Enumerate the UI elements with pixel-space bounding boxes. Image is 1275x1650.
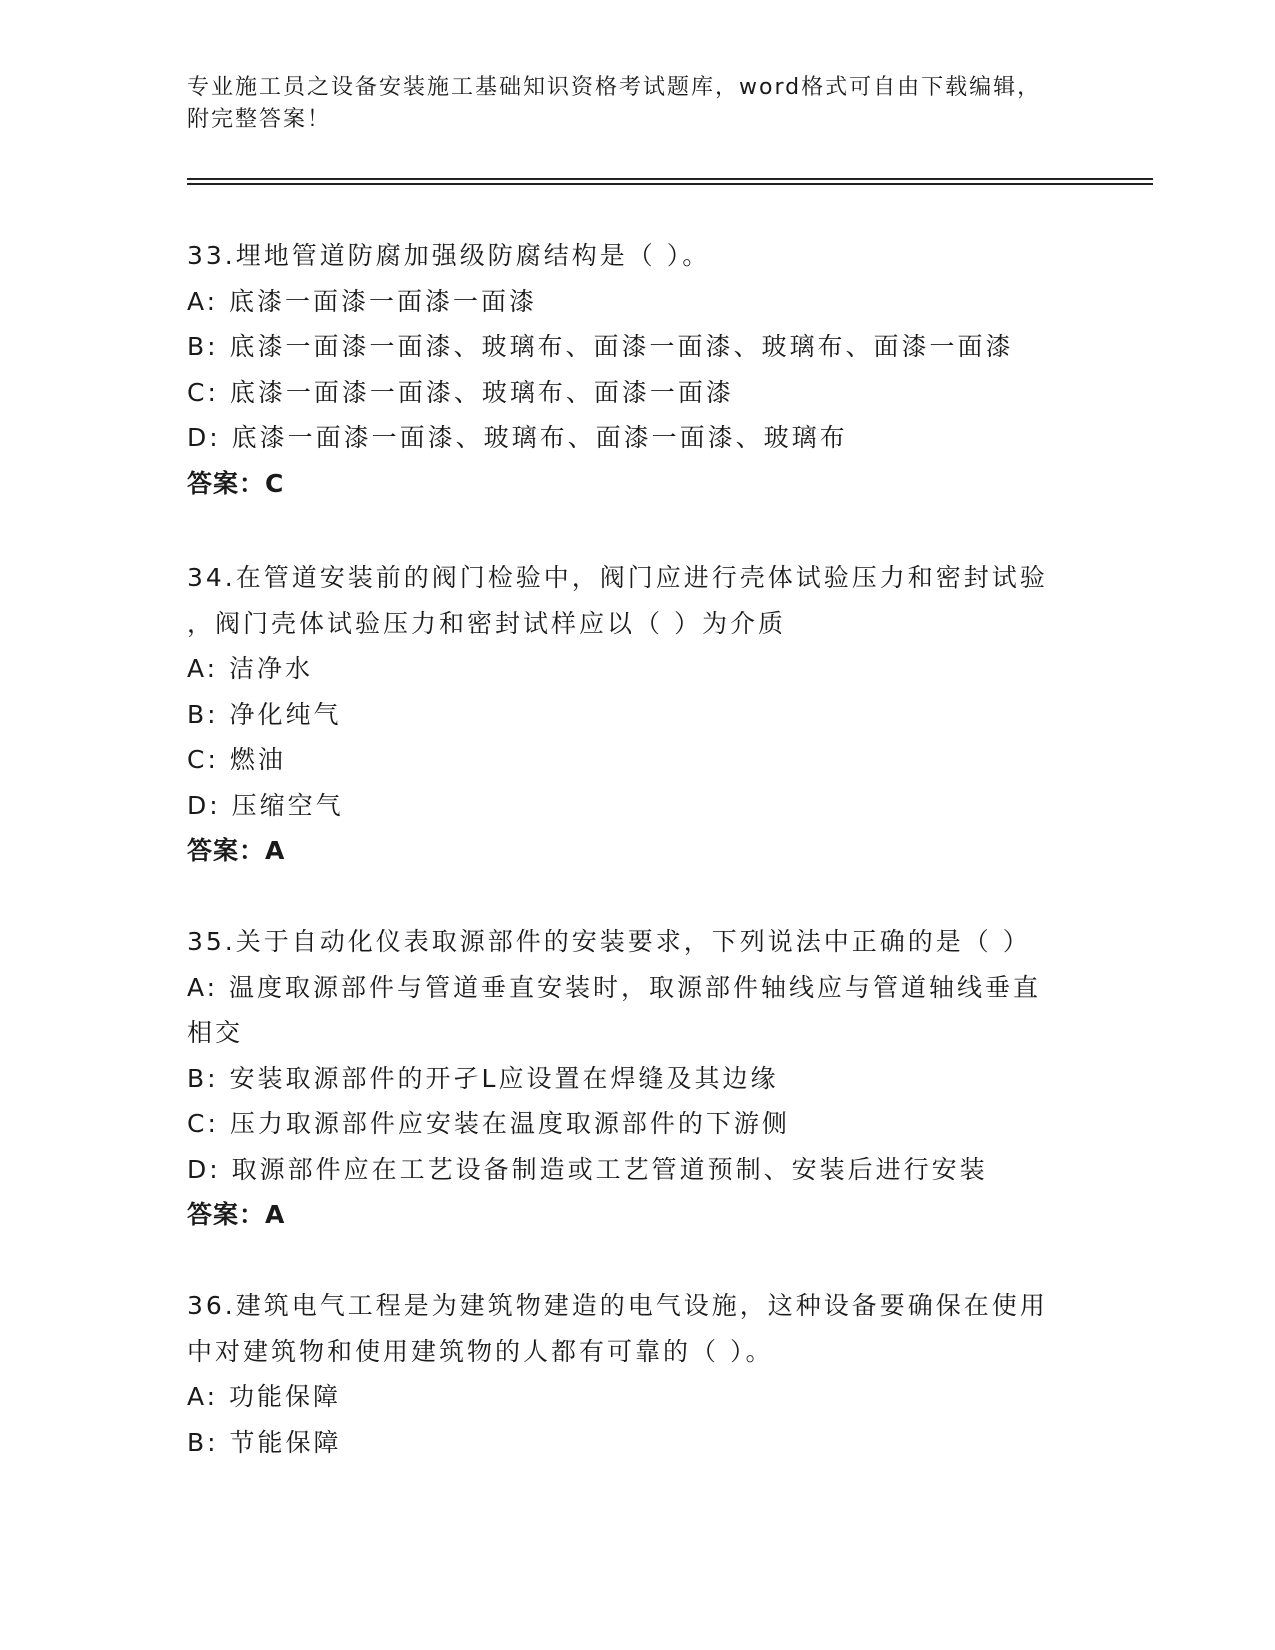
option-a: A: 洁净水: [187, 654, 314, 683]
option-a-continued: 相交: [187, 1018, 244, 1047]
question-stem: 36.建筑电气工程是为建筑物建造的电气设施，这种设备要确保在使用: [187, 1291, 1048, 1320]
option-b: B: 净化纯气: [187, 699, 342, 729]
option-a: A: 功能保障: [187, 1382, 342, 1411]
option-d: D: 压缩空气: [187, 790, 344, 820]
question-stem: 34.在管道安装前的阀门检验中，阀门应进行壳体试验压力和密封试验: [187, 563, 1048, 592]
answer: 答案：C: [187, 468, 285, 498]
question-stem-continued: ，阀门壳体试验压力和密封试样应以（ ）为介质: [187, 608, 786, 638]
question-stem: 33.埋地管道防腐加强级防腐结构是（ ）。: [187, 241, 711, 270]
option-a: A: 底漆一面漆一面漆一面漆: [187, 286, 538, 316]
option-d: D: 底漆一面漆一面漆、玻璃布、面漆一面漆、玻璃布: [187, 423, 848, 452]
option-b: B: 安装取源部件的开孑L应设置在焊缝及其边缘: [187, 1063, 779, 1093]
header-line-1: 专业施工员之设备安装施工基础知识资格考试题库，word格式可自由下载编辑，: [187, 75, 1042, 100]
option-b: B: 底漆一面漆一面漆、玻璃布、面漆一面漆、玻璃布、面漆一面漆: [187, 332, 1014, 361]
option-c: C: 燃油: [187, 745, 286, 774]
question-34: [187, 555, 1087, 874]
option-c: C: 底漆一面漆一面漆、玻璃布、面漆一面漆: [187, 377, 734, 407]
option-d: D: 取源部件应在工艺设备制造或工艺管道预制、安装后进行安装: [187, 1154, 988, 1184]
question-stem: 35.关于自动化仪表取源部件的安装要求，下列说法中正确的是（ ）: [187, 927, 1031, 956]
header-line-2: 附完整答案！: [187, 107, 332, 132]
question-35: [187, 919, 1087, 1238]
question-36: [187, 1283, 1087, 1465]
option-b: B: 节能保障: [187, 1427, 342, 1457]
answer: 答案：A: [187, 836, 286, 865]
question-stem-continued: 中对建筑物和使用建筑物的人都有可靠的（ ）。: [187, 1336, 774, 1366]
option-a: A: 温度取源部件与管道垂直安装时，取源部件轴线应与管道轴线垂直: [187, 972, 1042, 1002]
header-rule-bottom: [187, 183, 1153, 185]
question-33: [187, 233, 1087, 506]
document-header: [187, 72, 1087, 136]
header-rule-top: [187, 178, 1153, 180]
answer: 答案：A: [187, 1200, 286, 1229]
option-c: C: 压力取源部件应安装在温度取源部件的下游侧: [187, 1109, 790, 1138]
